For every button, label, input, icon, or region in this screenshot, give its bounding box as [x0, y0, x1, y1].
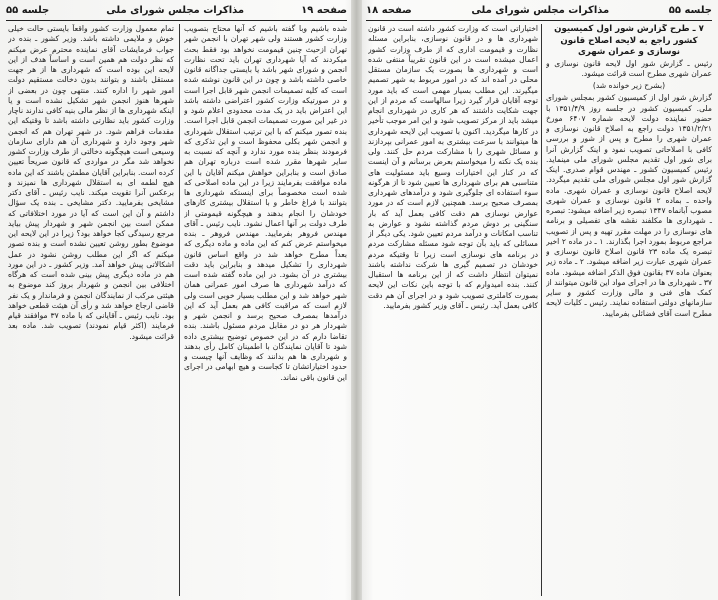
left-page-title: مذاکرات مجلس شورای ملی	[106, 4, 245, 16]
left-header-rule	[6, 20, 347, 21]
left-column-divider	[179, 24, 180, 596]
right-column-2-text: اختیاراتی است که وزارت کشور داشته است در قانون شهرداری ها و در قانون نوسازی، بنابراین مسئله نظارت و قیمومت اداری که از طرف وزارت کشور اعمال میشده است در این قانون تقریباً منتفی شده است و شهرداری ها بصورت یک سازمان مستقل محلی در آمده اند که در امور مربوط به شهر تصمیم میگیرند. این مطلب بسیار مهمی است که باید مورد توجه آقایان قرار گیرد زیرا سالهاست که مردم از این جهت شکایت داشتند که هر کاری در شهرداری انجام میشد باید از مرکز تصویب شود و این امر موجب تأخیر در کارها میگردید. اکنون با تصویب این لایحه شهرداری ها میتوانند با سرعت بیشتری به امور عمرانی بپردازند و مسائل شهری را با مشارکت مردم حل کنند. ولی بنده یک نکته را میخواستم بعرض برسانم و آن اینست که در کنار این اختیارات وسیع باید مسئولیت های متناسبی هم برای شهرداری ها تعیین شود تا از هرگونه سوء استفاده ای جلوگیری شود و درآمدهای شهرداری بمصرف صحیح برسد. همچنین لازم است که در مورد عوارض نوسازی هم دقت کافی بعمل آید که بار سنگینی بر دوش مردم گذاشته نشود و عوارض به تناسب امکانات و درآمد مردم تعیین شود. یکی دیگر از مسائلی که باید بآن توجه شود مسئله مشارکت مردم در برنامه های نوسازی است زیرا تا وقتیکه مردم خودشان در تصمیم گیری ها شرکت نداشته باشند نمیتوان انتظار داشت که از این برنامه ها استقبال کنند. بنده امیدوارم که با توجه باین نکات این لایحه بصورت کاملتری تصویب شود و در اجرای آن هم دقت کافی بعمل آید. رئیس ـ آقای وزیر کشور بفرمایید.	[368, 24, 538, 310]
left-column-1-text: شده باشیم وبا گفته باشیم که آنها محتاج بتصویب وزارت کشور هستند ولی شهر تهران با انجمن شهر تهران ازحیث چنین قیمومت نخواهد بود فقط بحث میکردند که آیا شهرداری تهران باید تحت نظارت انجمن و شورای شهر باشد یا بایستی جداگانه قانون خاصی داشته باشد و چون در این قانون نوشته شده است که کلیه تصمیمات انجمن شهر قابل اجرا است و در صورتیکه وزارت کشور اعتراضی داشته باشد این اعتراض باید در یک مدت محدودی اعلام شود و در غیر این صورت تصمیمات انجمن قابل اجرا است. بنده تصور میکنم که با این ترتیب استقلال شهرداری و انجمن شهر بکلی محفوظ است و این تذکری که فرمودند بنظر بنده مورد ندارد و آنچه که نسبت به سایر شهرها مقرر شده است درباره تهران هم صادق است و بنابراین خواهش میکنم آقایان با این ماده موافقت بفرمایند زیرا در این ماده اصلاحی که شده است مخصوصاً برای اینستکه شهرداری ها بتوانند با فراغ خاطر و با استقلال بیشتری کارهای خودشان را انجام بدهند و هیچگونه قیمومتی از طرف دولت بر آنها اعمال نشود. نایب رئیس ـ آقای مهندس فروهر بفرمایید. مهندس فروهر ـ بنده میخواستم عرض کنم که این ماده و ماده دیگری که بعداً مطرح خواهد شد در واقع اساس قانون شهرداری را تشکیل میدهد و بنابراین باید دقت بیشتری در آن بشود. در این ماده گفته شده است که درآمد شهرداری ها صرف امور عمرانی همان شهر خواهد شد و این مطلب بسیار خوبی است ولی لازم است که مراقبت کافی هم بعمل آید که این درآمدها بمصرف صحیح برسد و انجمن شهر و شهردار هر دو در مقابل مردم مسئول باشند. بنده تقاضا دارم که در این خصوص توضیح بیشتری داده شود تا آقایان نمایندگان با اطمینان کامل رأی بدهند و شهرداری ها هم بدانند که وظایف آنها چیست و حدود اختیاراتشان تا کجاست و هیچ ابهامی در اجرای این قانون باقی نماند.	[184, 24, 347, 382]
right-page	[362, 0, 716, 600]
right-column-1-intro: رئیس ـ گزارش شور اول لایحه قانون نوسازی و عمران شهری مطرح است قرائت میشود.	[546, 58, 712, 78]
right-page-title: مذاکرات مجلس شورای ملی	[471, 4, 610, 16]
left-page-header	[6, 2, 347, 18]
right-page-column-1	[546, 24, 712, 598]
section-title: ۷ ـ طرح گزارش شور اول کمیسیون کشور راجع به لایحه اصلاح قانون نوسازی و عمران شهری	[554, 24, 704, 57]
right-column-1-body: گزارش شور اول از کمیسیون کشور بمجلس شورای ملی. کمیسیون کشور در جلسه روز ۱۳۵۱/۴/۹ با حضور نماینده دولت لایحه شماره ۶۴۰۷ مورخ ۱۳۵۱/۲/۲۱ دولت راجع به اصلاح قانون نوسازی و عمران شهری را مطرح و پس از شور و بررسی کافی با اصلاحاتی تصویب نمود و اینک گزارش آنرا برای شور اول تقدیم مجلس شورای ملی مینماید. رئیس کمیسیون کشور ـ مهندس قوام صدری. اینک گزارش شور اول مجلس شورای ملی تقدیم میگردد. لایحه اصلاح قانون نوسازی و عمران شهری. ماده واحده ـ بماده ۲ قانون نوسازی و عمران شهری مصوب آبانماه ۱۳۴۷ تبصره زیر اضافه میشود: تبصره ـ شهرداری ها مکلفند نقشه های تفصیلی و برنامه های نوسازی را در مهلت مقرر تهیه و پس از تصویب مراجع مربوط بمورد اجرا بگذارند. ۱ ـ در ماده ۲ اخیر تبصره یک ماده ۲۳ قانون اصلاح قانون نوسازی و عمران شهری عبارت زیر اضافه میشود. ۲ ـ ماده زیر بعنوان ماده ۳۷ بقانون فوق الذکر اضافه میشود. ماده ۳۷ ـ شهرداری ها در اجرای مواد این قانون میتوانند از کمک های فنی و مالی وزارت کشور و سایر سازمانهای دولتی استفاده نمایند. رئیس ـ کلیات لایحه مطرح است آقای فضائلی بفرمایید.	[546, 93, 712, 318]
reading-note: (بشرح زیر خوانده شد)	[592, 81, 666, 90]
left-page-column-1	[184, 24, 347, 598]
right-page-session: جلسه ۵۵	[668, 4, 712, 16]
right-page-column-2	[368, 24, 538, 598]
left-page-number: صفحه ۱۹	[301, 4, 347, 16]
right-header-rule	[366, 20, 712, 21]
left-column-2-text: تمام معمول وزارت کشور واقعاً بایستی حالت خیلی خوش و ملایمی داشته باشد. وزیر کشور ـ بنده در جواب فرمایشات آقای نماینده محترم عرض میکنم که نظر دولت هم همین است و اساساً هدف از این لایحه این بوده است که شهرداری ها از هر جهت مستقل باشند و بتوانند بدون دخالت مستقیم دولت امور شهر را اداره کنند. منتهی چون در بعضی از شهرها هنوز انجمن شهر تشکیل نشده است و یا اینکه شهرداری ها از نظر مالی بنیه کافی ندارند ناچار وزارت کشور باید نظارتی داشته باشد تا وقتیکه این مقدمات فراهم شود. در شهر تهران هم که انجمن شهر وجود دارد و شهرداری آن هم دارای سازمان وسیعی است هیچگونه دخالتی از طرف وزارت کشور نخواهد شد مگر در مواردی که قانون صریحاً تعیین کرده است. بنابراین آقایان مطمئن باشند که این ماده هیچ لطمه ای به استقلال شهرداری ها نمیزند و برعکس آنرا تقویت میکند. نایب رئیس ـ آقای دکتر مشایخی بفرمایید. دکتر مشایخی ـ بنده یک سؤال داشتم و آن این است که آیا در مورد اختلافاتی که ممکن است بین انجمن شهر و شهردار پیش بیاید مرجع رسیدگی کجا خواهد بود؟ زیرا در این لایحه این موضوع بطور روشن تعیین نشده است و بنده تصور میکنم که اگر این مطلب روشن نشود در عمل اشکالاتی پیش خواهد آمد. وزیر کشور ـ در این مورد هم در ماده دیگری پیش بینی شده است که هرگاه اختلافی بین انجمن و شهردار بروز کند موضوع به هیئتی مرکب از نمایندگان انجمن و فرماندار و یک نفر قاضی ارجاع خواهد شد و رأی آن هیئت قطعی خواهد بود. نایب رئیس ـ آقایانی که با ماده ۳۷ موافقند قیام فرمایند (اکثر قیام نمودند) تصویب شد. ماده بعد قرائت میشود.	[8, 24, 174, 341]
left-page-column-2	[8, 24, 174, 598]
right-page-number: صفحه ۱۸	[366, 4, 412, 16]
book-gutter	[351, 0, 362, 600]
left-page-session: جلسه ۵۵	[6, 4, 50, 16]
right-column-divider	[541, 24, 542, 596]
right-page-header	[366, 2, 712, 18]
left-page	[2, 0, 351, 600]
